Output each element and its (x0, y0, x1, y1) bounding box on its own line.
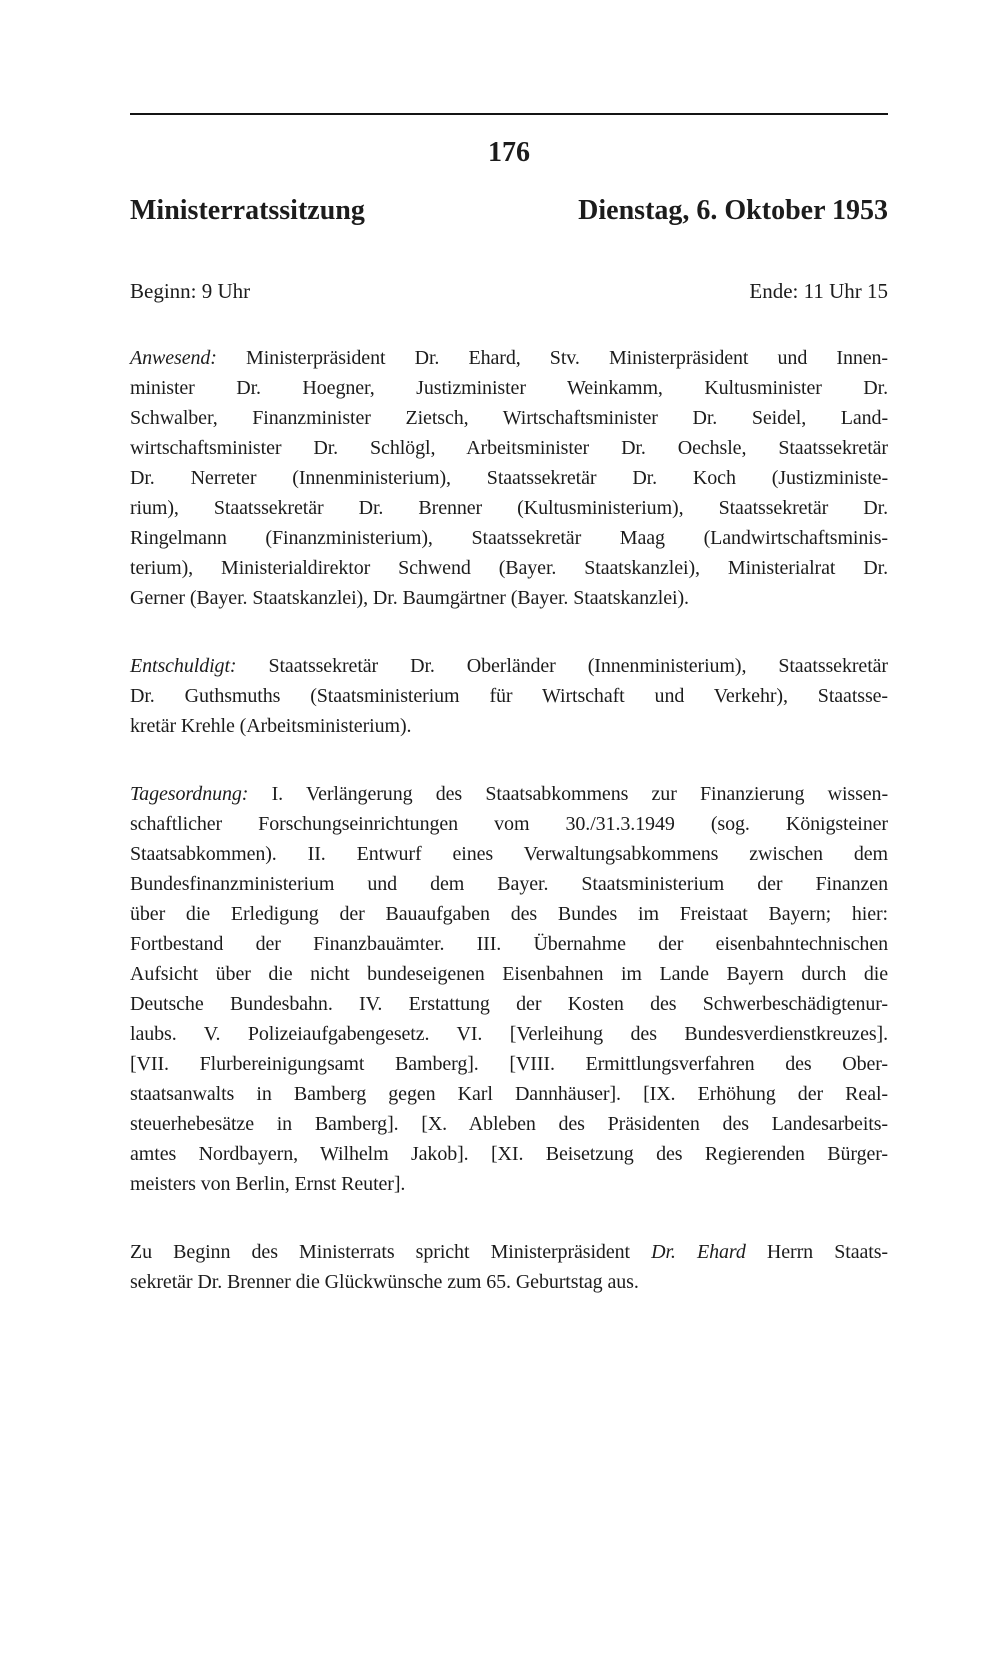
text-column (0, 113, 1000, 1297)
paragraph-eroeffnung (130, 1237, 888, 1297)
text-line: staatsanwalts in Bamberg gegen Karl Dannhäuser]. [IX. Erhöhung der Real- (130, 1082, 888, 1105)
paragraph-tagesordnung (130, 779, 888, 1199)
paragraph-anwesend (130, 343, 888, 613)
text-line: Entschuldigt: Staatssekretär Dr. Oberländer (Innenministerium), Staatssekretär (130, 654, 888, 677)
page-number: 176 (488, 137, 530, 168)
end-time: Ende: 11 Uhr 15 (749, 279, 888, 304)
text-line: [VII. Flurbereinigungsamt Bamberg]. [VIII. Ermittlungsverfahren des Ober- (130, 1052, 888, 1075)
text-line: Schwalber, Finanzminister Zietsch, Wirtschaftsminister Dr. Seidel, Land- (130, 406, 888, 429)
text-line: Deutsche Bundesbahn. IV. Erstattung der Kosten des Schwerbeschädigtenur- (130, 992, 888, 1015)
text-line: Zu Beginn des Ministerrats spricht Ministerpräsident Dr. Ehard Herrn Staats- (130, 1240, 888, 1263)
text-line: Aufsicht über die nicht bundeseigenen Eisenbahnen im Lande Bayern durch die (130, 962, 888, 985)
text-line: steuerhebesätze in Bamberg]. [X. Ableben des Präsidenten des Landesarbeits- (130, 1112, 888, 1135)
top-rule (130, 113, 888, 115)
text-line: Tagesordnung: I. Verlängerung des Staatsabkommens zur Finanzierung wissen- (130, 782, 888, 805)
text-line: Dr. Guthsmuths (Staatsministerium für Wirtschaft und Verkehr), Staatsse- (130, 684, 888, 707)
text-line: kretär Krehle (Arbeitsministerium). (130, 714, 412, 737)
text-line: minister Dr. Hoegner, Justizminister Weinkamm, Kultusminister Dr. (130, 376, 888, 399)
text-line: terium), Ministerialdirektor Schwend (Bayer. Staatskanzlei), Ministerialrat Dr. (130, 556, 888, 579)
text-line: Staatsabkommen). II. Entwurf eines Verwaltungsabkommens zwischen dem (130, 842, 888, 865)
text-line: meisters von Berlin, Ernst Reuter]. (130, 1172, 406, 1195)
text-line: Gerner (Bayer. Staatskanzlei), Dr. Baumgärtner (Bayer. Staatskanzlei). (130, 586, 689, 609)
text-line: Bundesfinanzministerium und dem Bayer. Staatsministerium der Finanzen (130, 872, 888, 895)
paragraph-entschuldigt (130, 651, 888, 741)
text-line: Fortbestand der Finanzbauämter. III. Übernahme der eisenbahntechnischen (130, 932, 888, 955)
text-line: sekretär Dr. Brenner die Glückwünsche zum 65. Geburtstag aus. (130, 1270, 639, 1293)
heading-row (130, 195, 888, 227)
text-line: über die Erledigung der Bauaufgaben des Bundes im Freistaat Bayern; hier: (130, 902, 888, 925)
text-line: Dr. Nerreter (Innenministerium), Staatssekretär Dr. Koch (Justizministe- (130, 466, 888, 489)
text-line: Ringelmann (Finanzministerium), Staatssekretär Maag (Landwirtschaftsminis- (130, 526, 888, 549)
text-line: schaftlicher Forschungseinrichtungen vom 30./31.3.1949 (sog. Königsteiner (130, 812, 888, 835)
session-title: Ministerratssitzung (130, 195, 365, 227)
text-line: amtes Nordbayern, Wilhelm Jakob]. [XI. Beisetzung des Regierenden Bürger- (130, 1142, 888, 1165)
times-row (130, 279, 888, 304)
session-date: Dienstag, 6. Oktober 1953 (578, 195, 888, 227)
text-line: rium), Staatssekretär Dr. Brenner (Kultusministerium), Staatssekretär Dr. (130, 496, 888, 519)
text-line: Anwesend: Ministerpräsident Dr. Ehard, Stv. Ministerpräsident und Innen- (130, 346, 888, 369)
begin-time: Beginn: 9 Uhr (130, 279, 251, 304)
text-line: wirtschaftsminister Dr. Schlögl, Arbeitsminister Dr. Oechsle, Staatssekretär (130, 436, 888, 459)
text-line: laubs. V. Polizeiaufgabengesetz. VI. [Verleihung des Bundesverdienstkreuzes]. (130, 1022, 888, 1045)
